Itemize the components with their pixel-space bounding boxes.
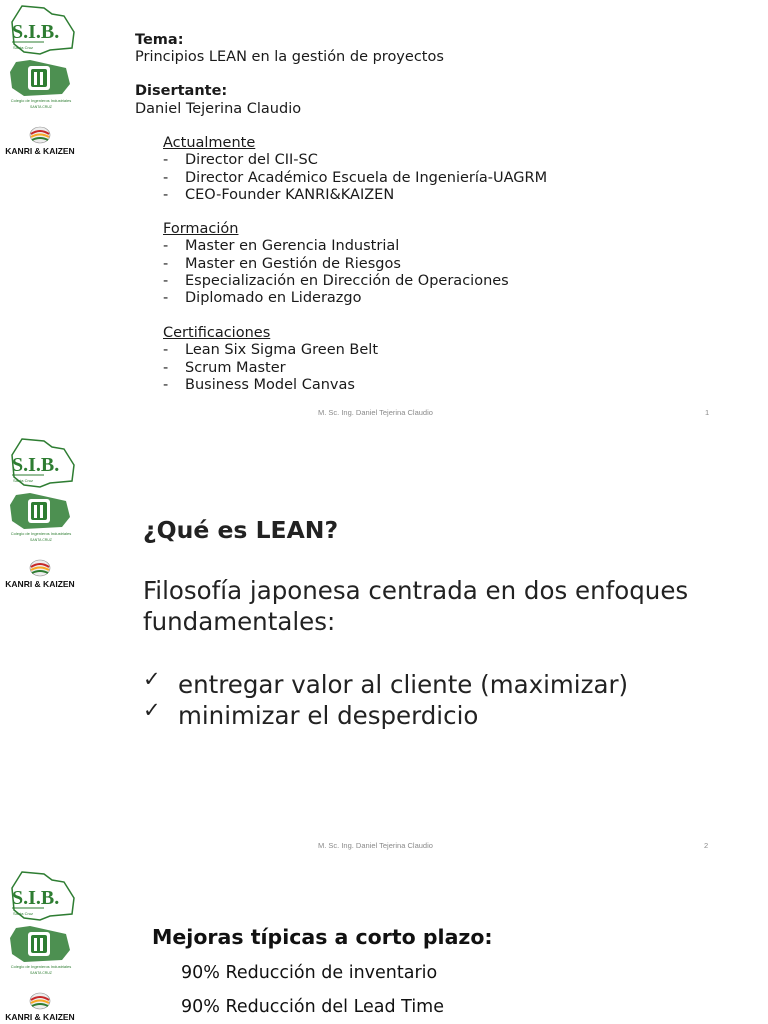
list-item: - CEO-Founder KANRI&KAIZEN bbox=[163, 186, 395, 203]
list-item: - Scrum Master bbox=[163, 359, 286, 376]
cii-logo bbox=[4, 924, 78, 976]
list-item: - Diplomado en Liderazgo bbox=[163, 290, 362, 307]
list-item: - Especialización en Dirección de Operaciones bbox=[163, 272, 509, 289]
sib-logo-subtext: Santa Cruz bbox=[13, 911, 34, 916]
section-heading: Formación bbox=[163, 221, 239, 237]
disertante-label: Disertante: bbox=[135, 83, 228, 99]
sib-logo-text: S.I.B. bbox=[12, 887, 60, 909]
page-number: 2 bbox=[704, 841, 709, 850]
slide-2 bbox=[0, 433, 768, 863]
checkmark-icon: ✓ bbox=[143, 667, 161, 691]
kanri-kaizen-logo bbox=[2, 557, 78, 591]
list-item: - Director Académico Escuela de Ingeniería-UAGRM bbox=[163, 169, 548, 186]
section-formacion bbox=[163, 221, 509, 307]
kanri-kaizen-logo bbox=[2, 990, 78, 1024]
list-item: - Master en Gestión de Riesgos bbox=[163, 255, 401, 272]
sib-logo bbox=[4, 4, 76, 56]
section-certificaciones bbox=[163, 325, 378, 394]
slide-1 bbox=[0, 0, 768, 430]
page-number: 1 bbox=[705, 408, 710, 417]
checkmark-icon: ✓ bbox=[143, 698, 161, 722]
section-heading: Actualmente bbox=[163, 135, 256, 151]
cii-logo bbox=[4, 491, 78, 543]
slide-2-body: Filosofía japonesa centrada en dos enfoques fundamentales: bbox=[143, 576, 689, 636]
sib-logo-subtext: Santa Cruz bbox=[13, 478, 34, 483]
disertante-value: Daniel Tejerina Claudio bbox=[135, 101, 302, 117]
tema-label: Tema: bbox=[135, 32, 184, 48]
slide-footer: M. Sc. Ing. Daniel Tejerina Claudio bbox=[318, 408, 433, 417]
tema-value: Principios LEAN en la gestión de proyectos bbox=[135, 49, 444, 65]
list-item: - Lean Six Sigma Green Belt bbox=[163, 342, 379, 359]
kanri-kaizen-logo-text: KANRI & KAIZEN bbox=[5, 579, 75, 589]
sib-logo bbox=[4, 437, 76, 489]
cii-logo-text: Colegio de Ingenieros Industriales bbox=[10, 98, 72, 103]
cii-logo-subtext: SANTA CRUZ bbox=[30, 105, 52, 109]
check-item-text: entregar valor al cliente (maximizar) bbox=[178, 670, 629, 699]
section-actualmente bbox=[163, 135, 547, 204]
cii-logo-text: Colegio de Ingenieros Industriales bbox=[10, 964, 72, 969]
cii-logo bbox=[4, 58, 78, 110]
list-item: - Director del CII-SC bbox=[163, 152, 318, 169]
sib-logo bbox=[4, 870, 76, 922]
sib-logo-subtext: Santa Cruz bbox=[13, 45, 34, 50]
improvement-item: 90% Reducción del Lead Time bbox=[181, 997, 444, 1017]
check-item-text: minimizar el desperdicio bbox=[178, 701, 479, 730]
slide-footer: M. Sc. Ing. Daniel Tejerina Claudio bbox=[318, 841, 433, 850]
kanri-kaizen-logo-text: KANRI & KAIZEN bbox=[5, 146, 75, 156]
section-heading: Certificaciones bbox=[163, 325, 271, 341]
sib-logo-text: S.I.B. bbox=[12, 454, 60, 476]
slide-3-title: Mejoras típicas a corto plazo: bbox=[152, 925, 493, 949]
cii-logo-subtext: SANTA CRUZ bbox=[30, 538, 52, 542]
list-item: - Master en Gerencia Industrial bbox=[163, 238, 400, 255]
kanri-kaizen-logo-text: KANRI & KAIZEN bbox=[5, 1012, 75, 1022]
sib-logo-text: S.I.B. bbox=[12, 21, 60, 43]
improvement-item: 90% Reducción de inventario bbox=[181, 963, 438, 983]
cii-logo-text: Colegio de Ingenieros Industriales bbox=[10, 531, 72, 536]
list-item: - Business Model Canvas bbox=[163, 376, 355, 393]
slide-2-title: ¿Qué es LEAN? bbox=[143, 516, 339, 544]
kanri-kaizen-logo bbox=[2, 124, 78, 158]
cii-logo-subtext: SANTA CRUZ bbox=[30, 971, 52, 975]
